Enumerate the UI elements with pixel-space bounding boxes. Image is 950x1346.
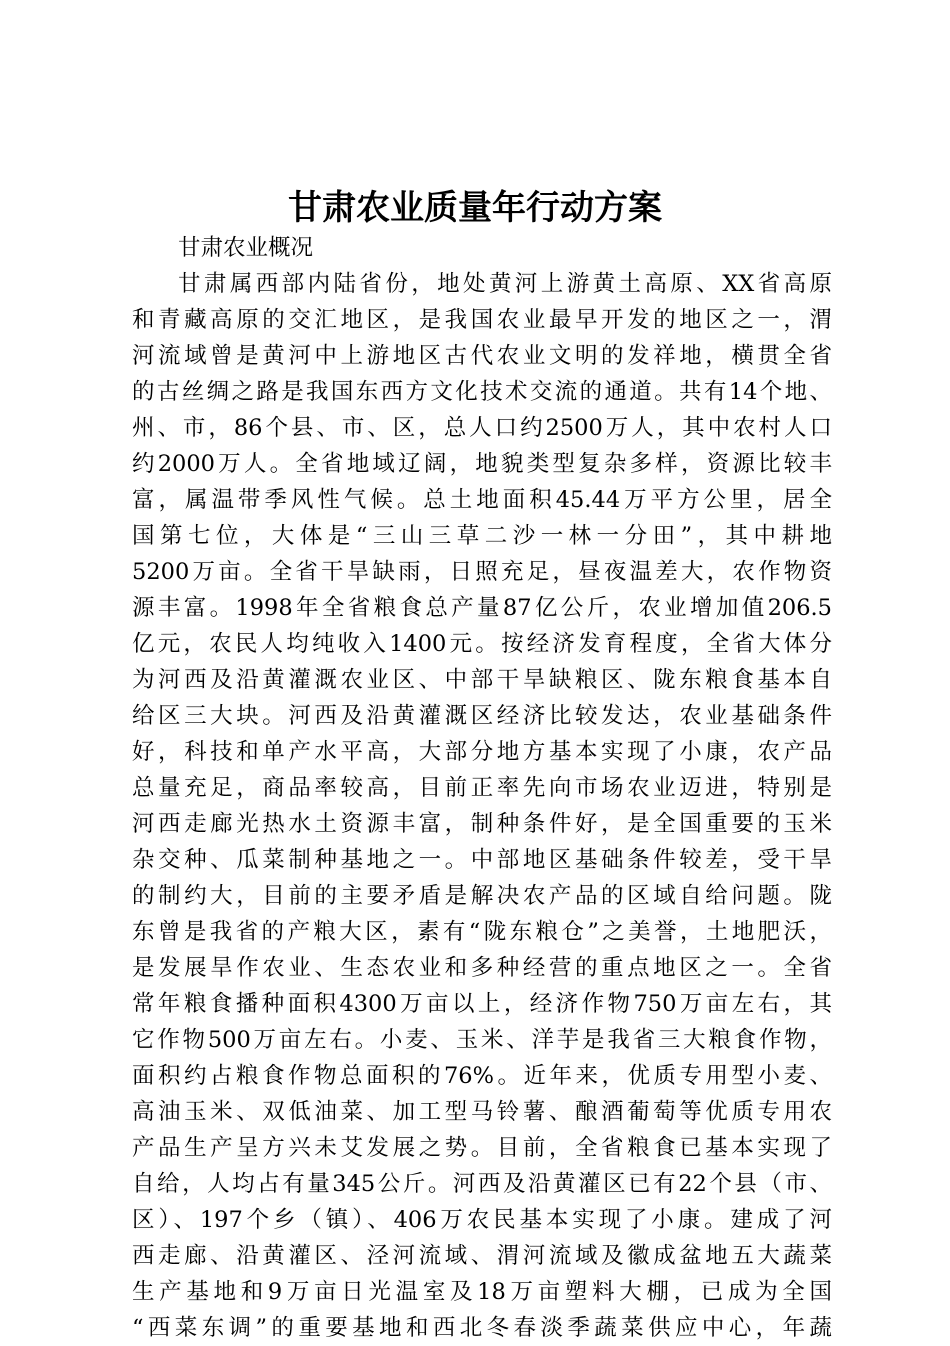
paragraph-line: 给区三大块。河西及沿黄灌溉区经济比较发达，农业基础条件 [132, 703, 832, 729]
paragraph-line: 东曾是我省的产粮大区，素有“陇东粮仓”之美誉，土地肥沃， [132, 919, 832, 945]
paragraph-line: 和青藏高原的交汇地区，是我国农业最早开发的地区之一，渭 [132, 307, 832, 333]
paragraph-line: 河流域曾是黄河中上游地区古代农业文明的发祥地，横贯全省 [132, 343, 832, 369]
paragraph-line: 它作物500万亩左右。小麦、玉米、洋芋是我省三大粮食作物， [132, 1027, 832, 1053]
paragraph-line: 好，科技和单产水平高，大部分地方基本实现了小康，农产品 [132, 739, 832, 765]
paragraph-line: 5200万亩。全省干旱缺雨，日照充足，昼夜温差大，农作物资 [132, 559, 832, 585]
paragraph-line: 甘肃属西部内陆省份，地处黄河上游黄土高原、XX省高原 [178, 271, 832, 297]
paragraph-line: 面积约占粮食作物总面积的76%。近年来，优质专用型小麦、 [132, 1063, 832, 1089]
paragraph-line: 常年粮食播种面积4300万亩以上，经济作物750万亩左右，其 [132, 991, 832, 1017]
paragraph-line: “西菜东调”的重要基地和西北冬春淡季蔬菜供应中心，年蔬 [132, 1315, 832, 1341]
paragraph [132, 266, 832, 1346]
paragraph-line: 生产基地和9万亩日光温室及18万亩塑料大棚，已成为全国 [132, 1279, 832, 1305]
paragraph-line: 富，属温带季风性气候。总土地面积45.44万平方公里，居全 [132, 487, 832, 513]
paragraph-line: 为河西及沿黄灌溉农业区、中部干旱缺粮区、陇东粮食基本自 [132, 667, 832, 693]
paragraph-line: 自给，人均占有量345公斤。河西及沿黄灌区已有22个县（市、 [132, 1171, 832, 1197]
paragraph-line: 区）、197个乡（镇）、406万农民基本实现了小康。建成了河 [132, 1207, 832, 1233]
paragraph-line: 总量充足，商品率较高，目前正率先向市场农业迈进，特别是 [132, 775, 832, 801]
paragraph-line: 是发展旱作农业、生态农业和多种经营的重点地区之一。全省 [132, 955, 832, 981]
paragraph-line: 亿元，农民人均纯收入1400元。按经济发育程度，全省大体分 [132, 631, 832, 657]
paragraph-line: 的制约大，目前的主要矛盾是解决农产品的区域自给问题。陇 [132, 883, 832, 909]
paragraph-line: 约2000万人。全省地域辽阔，地貌类型复杂多样，资源比较丰 [132, 451, 832, 477]
paragraph-line: 西走廊、沿黄灌区、泾河流域、渭河流域及徽成盆地五大蔬菜 [132, 1243, 832, 1269]
paragraph-line: 产品生产呈方兴未艾发展之势。目前，全省粮食已基本实现了 [132, 1135, 832, 1161]
paragraph-line: 源丰富。1998年全省粮食总产量87亿公斤，农业增加值206.5 [132, 595, 832, 621]
paragraph-line: 河西走廊光热水土资源丰富，制种条件好，是全国重要的玉米 [132, 811, 832, 837]
document-body [132, 230, 832, 1346]
paragraph-line: 国第七位，大体是“三山三草二沙一林一分田”，其中耕地 [132, 523, 832, 549]
paragraph-line: 的古丝绸之路是我国东西方文化技术交流的通道。共有14个地、 [132, 379, 832, 405]
paragraph-line: 杂交种、瓜菜制种基地之一。中部地区基础条件较差，受干旱 [132, 847, 832, 873]
paragraph-line: 高油玉米、双低油菜、加工型马铃薯、酿酒葡萄等优质专用农 [132, 1099, 832, 1125]
section-heading: 甘肃农业概况 [178, 235, 314, 261]
paragraph-line: 州、市，86个县、市、区，总人口约2500万人，其中农村人口 [132, 415, 832, 441]
document-title: 甘肃农业质量年行动方案 [288, 188, 662, 228]
